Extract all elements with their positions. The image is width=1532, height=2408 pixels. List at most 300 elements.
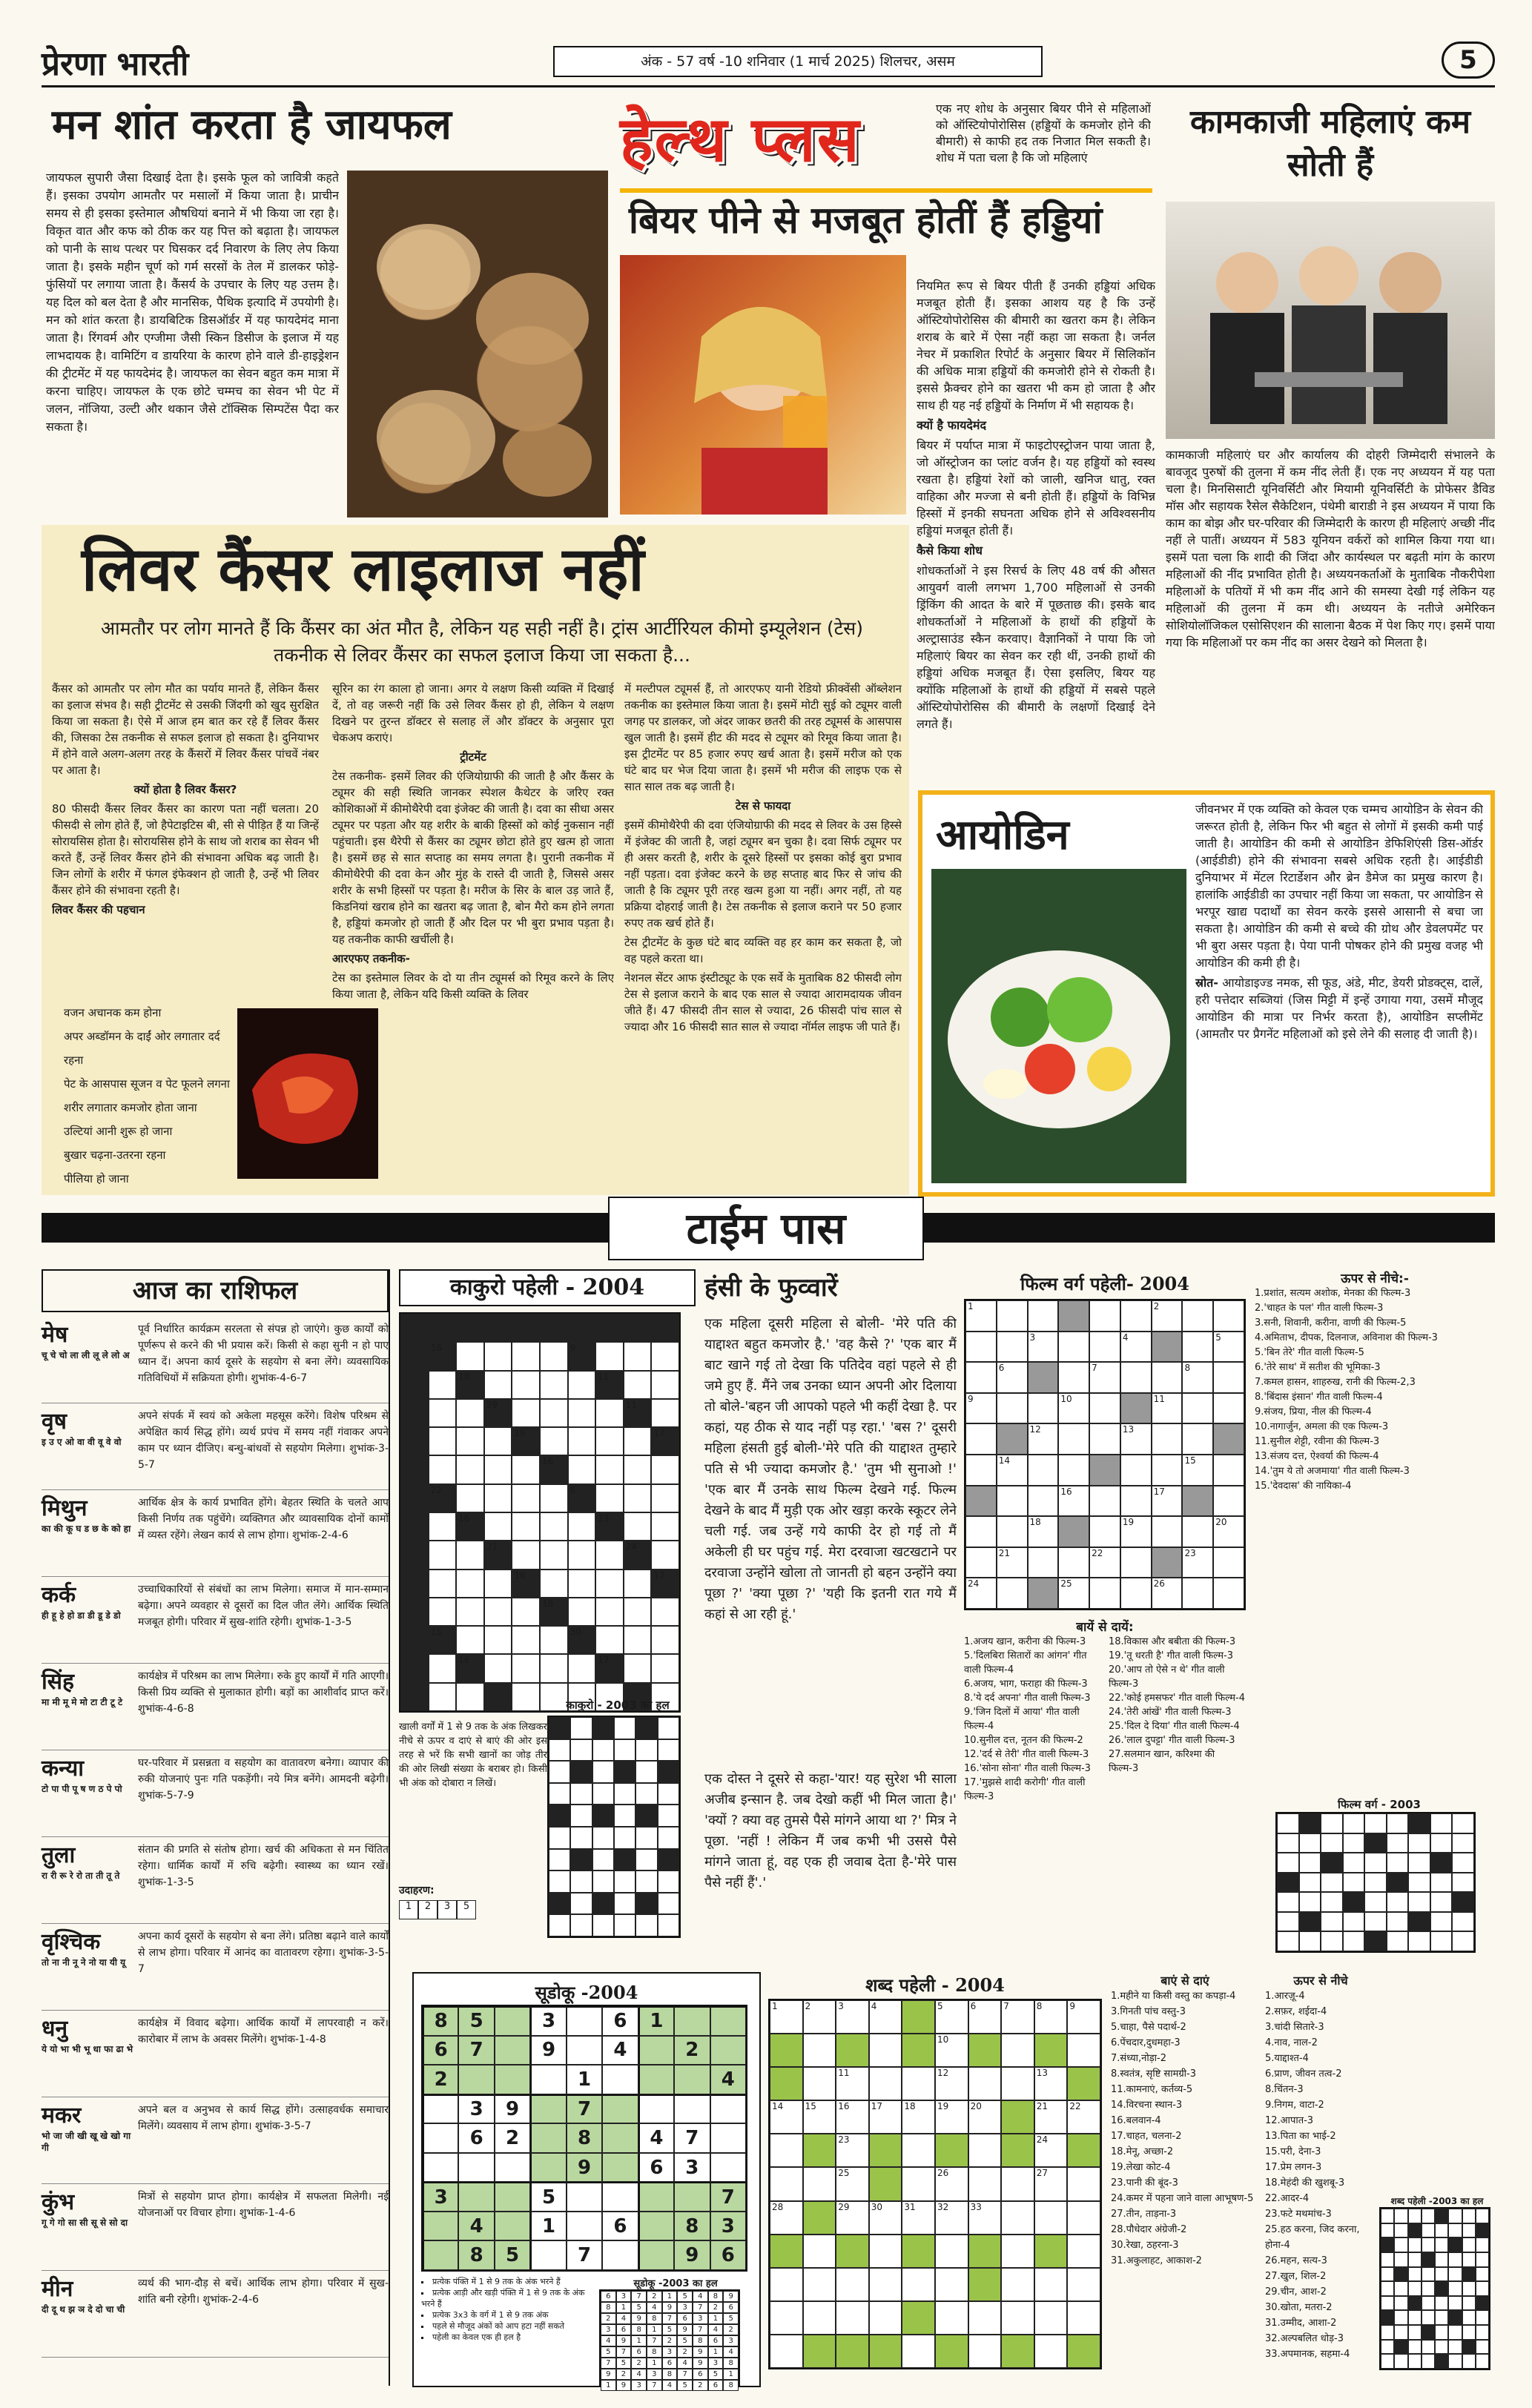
word-solution-cell xyxy=(1476,2354,1489,2369)
word-cell xyxy=(869,2034,902,2067)
word-solution-cell xyxy=(1408,2310,1422,2325)
word-across-list xyxy=(1111,1988,1259,2269)
word-solution-title: शब्द पहेली -2003 का हल xyxy=(1390,2196,1484,2206)
film-cell xyxy=(997,1486,1028,1517)
word-solution-cell xyxy=(1422,2354,1435,2369)
word-across xyxy=(1111,1972,1259,2387)
kakuro-cell xyxy=(512,1598,540,1626)
word-cell xyxy=(935,2000,968,2034)
film-cell xyxy=(1028,1393,1059,1424)
film-cell xyxy=(1028,1578,1059,1609)
clue-item: 16.बलवान-4 xyxy=(1111,2115,1161,2126)
film-cell xyxy=(1089,1300,1120,1332)
word-solution-cell xyxy=(1394,2281,1407,2296)
film-cell xyxy=(1182,1486,1213,1517)
word-cell xyxy=(836,2067,869,2100)
kakuro-cell xyxy=(624,1598,652,1626)
word-cell xyxy=(1067,2100,1100,2134)
clue-item: 24.कमर में पहना जाने वाला आभूषण-5 xyxy=(1111,2193,1254,2204)
sudoku-cell xyxy=(674,2094,710,2124)
clue-item: 5.चाहा, पैसे पदार्थ-2 xyxy=(1111,2022,1186,2033)
sudoku-solution-cell: 8 xyxy=(723,2380,739,2391)
woman-drinking-icon xyxy=(620,255,906,515)
cell-number: 5 xyxy=(937,2001,943,2011)
film-cell xyxy=(1152,1455,1183,1486)
clue-item: 30.रेखा, ठहरना-3 xyxy=(1111,2240,1179,2251)
sign-heading xyxy=(42,1928,138,2005)
liver-col2-sub: ट्रीटमेंट xyxy=(460,750,486,764)
film-solution-cell xyxy=(1299,1833,1321,1853)
film-solution-cell xyxy=(1452,1892,1474,1912)
kakuro-cell xyxy=(595,1512,624,1541)
sudoku-cell: 6 xyxy=(458,2123,494,2153)
film-cell xyxy=(1182,1423,1213,1455)
sudoku-rule: ▪ पहले से मौजूद अंकों को आप हटा नहीं सकते xyxy=(421,2321,599,2332)
sudoku-solution-cell: 8 xyxy=(723,2358,739,2369)
kakuro-cell xyxy=(651,1512,679,1541)
clue-item: 2.'चाहत के पल' गीत वाली फिल्म-3 xyxy=(1255,1303,1384,1314)
kakuro-solution-cell xyxy=(658,1849,679,1871)
film-solution-cell xyxy=(1343,1833,1365,1853)
cell-number: 16 xyxy=(514,1428,526,1439)
sudoku-cell: 1 xyxy=(567,2065,602,2094)
clue-item: 1.आरज़ू-4 xyxy=(1265,1991,1305,2002)
film-cell xyxy=(1182,1362,1213,1393)
kakuro-cell xyxy=(540,1371,568,1399)
clue-item: 17.'मुझसे शादी करोगी' गीत वाली फिल्म-3 xyxy=(964,1777,1086,1802)
women-sleep-headline: कामकाजी महिलाएं कम सोती हैं xyxy=(1189,103,1471,184)
kakuro-cell xyxy=(456,1512,484,1541)
kakuro-cell xyxy=(484,1455,512,1484)
film-cell xyxy=(1120,1362,1152,1393)
word-cell xyxy=(1034,2268,1068,2301)
kakuro-cell xyxy=(568,1626,596,1654)
kakuro-solution-cell xyxy=(592,1739,614,1762)
film-cell xyxy=(1089,1547,1120,1578)
film-solution-cell xyxy=(1277,1873,1299,1893)
clue-item: 14.विरचना स्थान-3 xyxy=(1111,2100,1183,2111)
horoscope-sign xyxy=(42,1924,389,2011)
film-solution-cell xyxy=(1277,1912,1299,1932)
film-cell xyxy=(1120,1578,1152,1609)
word-solution-cell xyxy=(1476,2252,1489,2267)
sign-letters: ये यो भा भी भू धा फा ढा भे xyxy=(42,2044,133,2054)
kakuro-solution-cell xyxy=(635,1805,657,1827)
sign-heading xyxy=(42,2102,138,2179)
word-solution-cell xyxy=(1381,2296,1394,2311)
sudoku-cell xyxy=(567,2182,602,2212)
word-cell xyxy=(1067,2301,1100,2335)
kakuro-cell xyxy=(651,1314,679,1342)
horoscope-sign xyxy=(42,2184,389,2271)
kakuro-cell xyxy=(456,1427,484,1455)
kakuro-cell xyxy=(512,1484,540,1512)
cell-number: 9 xyxy=(968,1393,974,1404)
film-cell xyxy=(997,1516,1028,1547)
beer-rule xyxy=(620,188,1152,193)
film-cell xyxy=(1213,1578,1244,1609)
film-puzzle-grid xyxy=(964,1299,1246,1610)
word-cell xyxy=(1067,2235,1100,2268)
kakuro-cell xyxy=(540,1455,568,1484)
word-cell xyxy=(803,2335,836,2368)
word-puzzle-title: शब्द पहेली - 2004 xyxy=(865,1974,1005,1996)
jokes xyxy=(704,1269,957,1966)
cell-number: 10 xyxy=(1060,1393,1072,1404)
cell-number: 8 xyxy=(1184,1363,1191,1374)
word-cell xyxy=(770,2268,803,2301)
kakuro-solution-cell xyxy=(570,1849,592,1871)
sudoku-solution-cell: 6 xyxy=(616,2324,632,2335)
film-cell xyxy=(1058,1300,1089,1332)
kakuro-solution-cell xyxy=(592,1870,614,1893)
sudoku-solution-cell: 9 xyxy=(616,2380,632,2391)
kakuro-cell xyxy=(624,1654,652,1682)
sudoku-cell xyxy=(495,2006,530,2036)
sudoku-cell: 6 xyxy=(602,2212,638,2241)
word-cell xyxy=(869,2235,902,2268)
kakuro-cell xyxy=(651,1626,679,1654)
film-cell xyxy=(965,1486,997,1517)
film-solution-cell xyxy=(1321,1931,1343,1951)
film-solution-cell xyxy=(1387,1912,1409,1932)
sudoku-cell: 8 xyxy=(423,2006,458,2036)
sudoku-solution-cell: 1 xyxy=(647,2324,662,2335)
sudoku-solution-cell: 8 xyxy=(631,2324,647,2335)
film-solution-cell xyxy=(1408,1931,1430,1951)
word-solution-cell xyxy=(1448,2354,1462,2369)
film-cell xyxy=(1213,1332,1244,1363)
beer-body xyxy=(917,277,1155,781)
sudoku-cell: 4 xyxy=(710,2065,746,2094)
sudoku-solution-cell: 4 xyxy=(708,2324,724,2335)
word-solution-cell xyxy=(1448,2237,1462,2252)
liver-symptoms xyxy=(64,1001,234,1191)
sudoku-solution-cell: 5 xyxy=(723,2313,739,2324)
cell-number: 9 xyxy=(1069,2001,1076,2011)
word-down-title: ऊपर से नीचे xyxy=(1293,1974,1348,1988)
sudoku-cell: 1 xyxy=(530,2212,566,2241)
sudoku-solution-cell: 1 xyxy=(708,2346,724,2358)
liver-col2-p3: टेस का इस्तेमाल लिवर के दो या तीन ट्यूमर्स को रिमूव करने के लिए किया जाता है, लेकिन यदि किसी व्यक्ति के लिवर xyxy=(332,971,614,1001)
sudoku-cell xyxy=(674,2006,710,2036)
sudoku-cell: 5 xyxy=(458,2006,494,2036)
word-solution-cell xyxy=(1422,2340,1435,2355)
word-cell xyxy=(935,2301,968,2335)
horoscope-sign xyxy=(42,2011,389,2097)
film-solution-cell xyxy=(1277,1931,1299,1951)
word-cell xyxy=(1067,2067,1100,2100)
sudoku-solution-cell: 2 xyxy=(601,2313,616,2324)
kakuro-solution-cell xyxy=(549,1739,570,1762)
sign-heading xyxy=(42,1321,138,1398)
word-solution-cell xyxy=(1422,2209,1435,2223)
film-solution-cell xyxy=(1408,1892,1430,1912)
film-cell xyxy=(1058,1455,1089,1486)
sudoku-solution-cell: 9 xyxy=(723,2291,739,2302)
kakuro-title: काकुरो पहेली - 2004 xyxy=(399,1269,696,1306)
cell-number: 18 xyxy=(904,2101,916,2112)
clue-item: 33.अपमानक, सहमा-4 xyxy=(1265,2349,1350,2360)
kakuro-cell xyxy=(595,1427,624,1455)
horoscope-title: आज का राशिफल xyxy=(42,1269,389,1312)
sudoku-solution-cell: 2 xyxy=(647,2291,662,2302)
cell-number: 16 xyxy=(1060,1486,1072,1497)
kakuro-cell xyxy=(512,1455,540,1484)
sudoku-cell xyxy=(710,2006,746,2036)
kakuro-cell xyxy=(568,1541,596,1569)
film-cell xyxy=(1089,1332,1120,1363)
sudoku-solution-cell: 2 xyxy=(708,2302,724,2313)
sudoku-solution-cell: 4 xyxy=(677,2358,693,2369)
clue-item: 4.अमिताभ, दीपक, दिलनाज, अविनाश की फिल्म-3 xyxy=(1255,1332,1438,1343)
sudoku-cell xyxy=(638,2240,674,2270)
film-solution-cell xyxy=(1321,1873,1343,1893)
jokes-title: हंसी के फुव्वारें xyxy=(704,1273,838,1303)
word-solution-cell xyxy=(1435,2310,1448,2325)
film-solution-cell xyxy=(1387,1931,1409,1951)
kakuro-cell xyxy=(651,1427,679,1455)
liver-col2-p2: टेस तकनीक- इसमें लिवर की एंजियोग्राफी की जाती है और कैंसर के ट्यूमर की सही स्थिति जानकर स्पेशल कैथेटर के जरिए रक्त कोशिकाओं में कीमोथैरेपी दवा इंजेक्ट की जाती है। दवा का सीधा असर ट्यूमर पर पड़ता और यह शरीर के बाकी हिस्सों को कोई नुकसान नहीं पहुंचाती। इस थैरेपी से कैंसर का ट्यूमर छोटा होते हुए खत्म हो जाता है। इसमें छह से सात सप्ताह का समय लगता है। पुरानी तकनीक में कीमोथैरेपी की दवा केन और मुंह के रास्ते दी जाती है, जिससे असर शरीर के सभी हिस्सों पर पड़ता है। मरीज के सिर के बाल उड़ जाते हैं, किडनियां खराब होने का खतरा बढ़ जाता है, बोन मैरो कम होने लगता है, हड्डियां कमजोर हो जाती हैं और दिल पर भी बुरा प्रभाव पड़ता है। यह तकनीक काफी खर्चीली है। xyxy=(332,770,614,946)
clue-item: 27.सलमान खान, करिश्मा की फिल्म-3 xyxy=(1109,1749,1215,1774)
kakuro-cell xyxy=(429,1654,457,1682)
word-cell xyxy=(968,2167,1002,2200)
kakuro-cell xyxy=(484,1342,512,1370)
cell-number: 6 xyxy=(569,1484,576,1495)
liver-col2-p1: सूरिन का रंग काला हो जाना। अगर ये लक्षण किसी व्यक्ति में दिखाई दें, तो वह जरूरी नहीं कि उसे लिवर कैंसर हो ही, लेकिन ये लक्षण दिखने पर तुरन्त डॉक्टर से सलाह लें और डॉक्टर के अनुसार पूरा चेकअप कराएं। xyxy=(332,682,614,744)
word-cell xyxy=(836,2335,869,2368)
film-solution-cell xyxy=(1387,1873,1409,1893)
film-down-list xyxy=(1255,1286,1495,1494)
kakuro-solution-cell xyxy=(592,1761,614,1783)
sudoku-cell: 8 xyxy=(567,2123,602,2153)
kakuro-solution-cell xyxy=(635,1783,657,1805)
sudoku-solution-cell: 2 xyxy=(723,2324,739,2335)
word-cell xyxy=(1034,2201,1068,2235)
sudoku-cell: 9 xyxy=(495,2094,530,2124)
film-solution-cell xyxy=(1321,1912,1343,1932)
kakuro-solution-cell xyxy=(635,1739,657,1762)
sign-text: अपना कार्य दूसरों के सहयोग से बना लेंगे। प्रतिष्ठा बढ़ाने वाले कार्यों से लाभ होगा। परिवार में आनंद का वातावरण रहेगा। शुभांक-3-5-7 xyxy=(138,1931,389,1975)
symptom-item: बुखार चढ़ना-उतरना रहना xyxy=(64,1148,166,1162)
word-down xyxy=(1265,1972,1376,2387)
masthead xyxy=(42,37,1495,87)
sudoku-solution-cell: 5 xyxy=(631,2302,647,2313)
kakuro-cell xyxy=(400,1314,429,1342)
kakuro-solution-cell xyxy=(658,1827,679,1849)
word-cell xyxy=(902,2134,935,2167)
clue-item: 6.पेंचदार,दुधमहा-3 xyxy=(1111,2037,1181,2048)
film-solution-cell xyxy=(1364,1853,1387,1873)
word-solution-cell xyxy=(1462,2252,1476,2267)
sudoku-solution-cell: 8 xyxy=(662,2369,678,2380)
kakuro-cell xyxy=(400,1654,429,1682)
sudoku-cell xyxy=(674,2182,710,2212)
clue-item: 8.चिंतन-3 xyxy=(1265,2084,1304,2095)
film-cell xyxy=(1058,1547,1089,1578)
word-cell xyxy=(836,2000,869,2034)
word-cell xyxy=(1001,2235,1034,2268)
sudoku-cell xyxy=(423,2212,458,2241)
film-cell xyxy=(1058,1362,1089,1393)
word-solution-cell xyxy=(1435,2237,1448,2252)
cell-number: 18 xyxy=(458,1371,470,1382)
kakuro-cell xyxy=(624,1455,652,1484)
sign-name-label: तुला xyxy=(42,1842,76,1868)
clue-item: 25.हठ करना, जिद करना, होना-4 xyxy=(1265,2224,1360,2251)
film-cell xyxy=(1152,1300,1183,1332)
sudoku-cell: 7 xyxy=(674,2123,710,2153)
kakuro-cell xyxy=(400,1342,429,1370)
cell-number: 26 xyxy=(937,2168,949,2179)
kakuro-solution-cell xyxy=(614,1717,635,1739)
kakuro-cell xyxy=(568,1598,596,1626)
sign-heading xyxy=(42,1755,138,1832)
kakuro-cell xyxy=(429,1314,457,1342)
sign-letters: इ उ ए ओ वा वी वू वे वो xyxy=(42,1437,122,1447)
clue-item: 27.खुल, शिल-2 xyxy=(1265,2271,1327,2282)
word-solution-cell xyxy=(1381,2310,1394,2325)
kakuro-solution-cell xyxy=(549,1827,570,1849)
clue-item: 19.लेखा कोट-4 xyxy=(1111,2162,1171,2173)
film-down xyxy=(1255,1269,1495,1788)
film-solution-cell xyxy=(1364,1931,1387,1951)
clue-item: 13.संजय दत्त, ऐश्वर्या की फिल्म-4 xyxy=(1255,1451,1379,1462)
page-number: 5 xyxy=(1442,42,1495,79)
word-solution-cell xyxy=(1408,2325,1422,2340)
film-solution-cell xyxy=(1408,1813,1430,1833)
kakuro-cell xyxy=(595,1654,624,1682)
sign-text: पूर्व निर्धारित कार्यक्रम सरलता से संपन्न हो जाएंगे। कुछ कार्यों को पूर्णरूप से करने की भी प्रयास करें। किसी से कहा सुनी न हो पाए ध्यान दें। अपना कार्य दूसरे के सहयोग से बना लेंगे। व्यवसायिक गतिविधियों में सक्रियता होगी। शुभांक-4-6-7 xyxy=(138,1323,389,1384)
word-cell xyxy=(770,2301,803,2335)
cell-number: 11 xyxy=(598,1371,610,1382)
film-cell xyxy=(1058,1332,1089,1363)
word-solution-cell xyxy=(1408,2252,1422,2267)
kakuro-cell xyxy=(651,1570,679,1598)
clue-item: 6.प्राण, जीवन तत्व-2 xyxy=(1265,2068,1342,2080)
kakuro-solution xyxy=(547,1698,688,1950)
word-solution-cell xyxy=(1394,2267,1407,2282)
word-cell xyxy=(803,2034,836,2067)
word-cell xyxy=(836,2134,869,2167)
film-cell xyxy=(1182,1547,1213,1578)
kakuro-cell xyxy=(540,1626,568,1654)
kakuro-cell xyxy=(484,1484,512,1512)
sudoku-cell xyxy=(458,2182,494,2212)
kakuro-cell xyxy=(484,1570,512,1598)
sudoku-cell: 3 xyxy=(423,2182,458,2212)
clue-item: 10.सुनील दत्त, नूतन की फिल्म-2 xyxy=(964,1735,1083,1746)
film-solution-cell xyxy=(1364,1813,1387,1833)
kakuro-solution-cell xyxy=(570,1783,592,1805)
sign-name-label: वृष xyxy=(42,1409,67,1435)
sudoku-solution-cell: 1 xyxy=(601,2380,616,2391)
word-cell xyxy=(902,2301,935,2335)
film-cell xyxy=(997,1300,1028,1332)
cell-number: 17 xyxy=(871,2101,883,2112)
cell-number: 25 xyxy=(838,2168,850,2179)
film-solution-cell xyxy=(1430,1892,1453,1912)
sudoku-cell: 2 xyxy=(674,2036,710,2065)
kakuro-cell xyxy=(568,1399,596,1427)
sign-heading xyxy=(42,2015,138,2092)
word-solution xyxy=(1379,2194,1495,2387)
sudoku-cell xyxy=(458,2065,494,2094)
sudoku-title: सूडोकू -2004 xyxy=(535,1982,638,2003)
film-cell xyxy=(1120,1547,1152,1578)
film-solution-cell xyxy=(1452,1873,1474,1893)
cell-number: 29 xyxy=(486,1399,498,1410)
kakuro-cell xyxy=(456,1484,484,1512)
kakuro-cell xyxy=(400,1455,429,1484)
word-solution-cell xyxy=(1435,2209,1448,2223)
word-solution-cell xyxy=(1381,2237,1394,2252)
word-solution-cell xyxy=(1448,2296,1462,2311)
sudoku-cell: 3 xyxy=(674,2153,710,2183)
kakuro-solution-cell xyxy=(592,1893,614,1915)
word-solution-cell xyxy=(1448,2267,1462,2282)
kakuro-solution-cell xyxy=(658,1783,679,1805)
kakuro-cell xyxy=(624,1314,652,1342)
word-cell xyxy=(869,2100,902,2134)
kakuro-cell xyxy=(651,1455,679,1484)
word-cell xyxy=(770,2134,803,2167)
kakuro-cell xyxy=(400,1371,429,1399)
women-sleep-photo xyxy=(1166,202,1495,439)
sudoku-cell: 2 xyxy=(423,2065,458,2094)
film-cell xyxy=(1089,1486,1120,1517)
film-solution-cell xyxy=(1277,1853,1299,1873)
sudoku-solution-title: सूडोकू -2003 का हल xyxy=(633,2278,718,2289)
sign-letters: का की कू घ ड छ के को हा xyxy=(42,1524,131,1534)
sudoku-cell xyxy=(602,2153,638,2183)
word-cell xyxy=(968,2000,1002,2034)
kakuro-cell xyxy=(400,1484,429,1512)
clue-item: 6.'तेरे साथ' में सतीश की भूमिका-3 xyxy=(1255,1362,1381,1373)
word-cell xyxy=(1034,2034,1068,2067)
word-solution-cell xyxy=(1394,2223,1407,2238)
nutmeg-body: जायफल सुपारी जैसा दिखाई देता है। इसके फूल को जावित्री कहते हैं। इसका उपयोग आमतौर पर मसालों में किया जाता है। प्राचीन समय से ही इसका इस्तेमाल औषधियां बनाने में भी किया जा रहा है। विकृत वात और कफ को ठीक कर यह पित्त को बढ़ाता है। जायफल को पानी के साथ पत्थर पर घिसकर दर्द निवारण के लिए लेप किया जाता है। इसके महीन चूर्ण को गर्म सरसों के तेल में डालकर फोड़े-फुंसियों पर लगाया जाता है। कैंसर्य के उपचार के लिए यह उत्तम है। यह दिल को बल देता है और मानसिक, पैथिक इत्यादि में उपयोगी है। मन को शांत करता है। डायबिटिक डिसऑर्डर में यह फायदेमंद माना जाता है। रिंगवर्म और एग्जीमा जैसी स्किन डिसीज के इलाज में यह लाभदायक है। वामिटिंग व डायरिया के कारण होने वाले डी-हाइड्रेशन की ट्रीटमेंट में यह फायदेमंद है। जायफल का सेवन बहुत कम मात्रा में करना चाहिए। जायफल के एक छोटे चम्मच का सेवन भी पेट में जलन, नॉजिया, उल्टी और थकान जैसे टॉक्सिक सिम्पटेंस पैदा कर सकता है। xyxy=(46,171,339,434)
word-solution-cell xyxy=(1394,2310,1407,2325)
film-cell xyxy=(965,1547,997,1578)
horoscope-sign xyxy=(42,2097,389,2184)
sudoku-cell xyxy=(638,2182,674,2212)
clue-item: 12.'दर्द से तेरी' गीत वाली फिल्म-3 xyxy=(964,1749,1089,1760)
clue-item: 17.चाहत, चलना-2 xyxy=(1111,2131,1182,2142)
kakuro-solution-cell xyxy=(658,1914,679,1936)
kakuro-cell xyxy=(400,1626,429,1654)
film-solution-cell xyxy=(1430,1931,1453,1951)
sudoku-solution-cell: 7 xyxy=(693,2324,708,2335)
film-cell xyxy=(1182,1300,1213,1332)
clue-item: 13.पिता का भाई-2 xyxy=(1265,2131,1336,2142)
cell-number: 17 xyxy=(598,1655,610,1666)
clue-item: 31.उम्मीद, आशा-2 xyxy=(1265,2318,1337,2329)
clue-item: 18.विकास और बबीता की फिल्म-3 xyxy=(1109,1636,1236,1647)
word-solution-cell xyxy=(1462,2310,1476,2325)
cell-number: 14 xyxy=(998,1455,1011,1466)
film-cell xyxy=(1152,1516,1183,1547)
film-solution-cell xyxy=(1277,1892,1299,1912)
word-cell xyxy=(803,2268,836,2301)
cell-number: 22 xyxy=(1092,1547,1103,1558)
word-cell xyxy=(803,2134,836,2167)
film-solution-cell xyxy=(1343,1892,1365,1912)
film-solution-cell xyxy=(1452,1853,1474,1873)
sudoku-cell xyxy=(710,2094,746,2124)
word-solution-cell xyxy=(1394,2237,1407,2252)
cell-number: 16 xyxy=(838,2101,850,2112)
